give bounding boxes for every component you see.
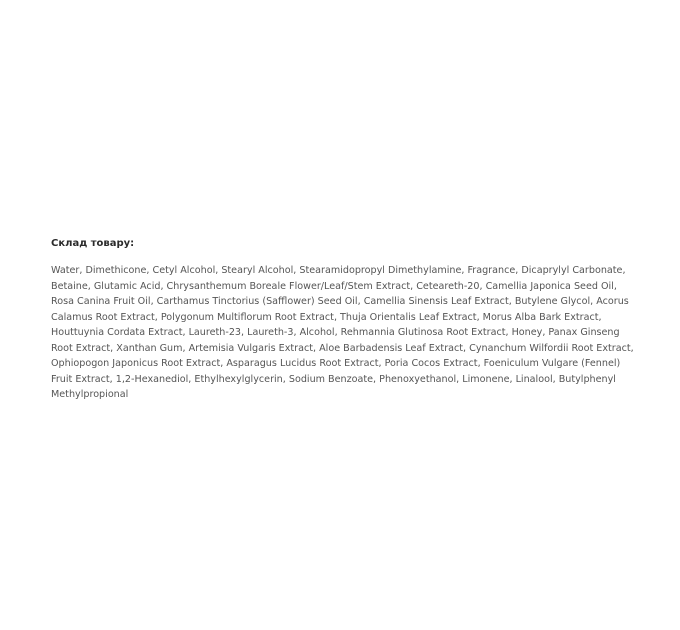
composition-section bbox=[51, 237, 636, 403]
composition-heading: Склад товару: bbox=[51, 238, 135, 249]
ingredients-list: Water, Dimethicone, Cetyl Alcohol, Stearyl Alcohol, Stearamidopropyl Dimethylamine, Fragrance, Dicaprylyl Carbonate, Betaine, Glutamic Acid, Chrysanthemum Boreale Flower/Leaf/Stem Extract, Ceteareth-20, Camellia Japonica Seed Oil, Rosa Canina Fruit Oil, Carthamus Tinctorius (Safflower) Seed Oil, Camellia Sinensis Leaf Extract, Butylene Glycol, Acorus Calamus Root Extract, Polygonum Multiflorum Root Extract, Thuja Orientalis Leaf Extract, Morus Alba Bark Extract, Houttuynia Cordata Extract, Laureth-23, Laureth-3, Alcohol, Rehmannia Glutinosa Root Extract, Honey, Panax Ginseng Root Extract, Xanthan Gum, Artemisia Vulgaris Extract, Aloe Barbadensis Leaf Extract, Cynanchum Wilfordii Root Extract, Ophiopogon Japonicus Root Extract, Asparagus Lucidus Root Extract, Poria Cocos Extract, Foeniculum Vulgare (Fennel) Fruit Extract, 1,2-Hexanediol, Ethylhexylglycerin, Sodium Benzoate, Phenoxyethanol, Limonene, Linalool, Butylphenyl Methylpropional bbox=[51, 265, 634, 400]
